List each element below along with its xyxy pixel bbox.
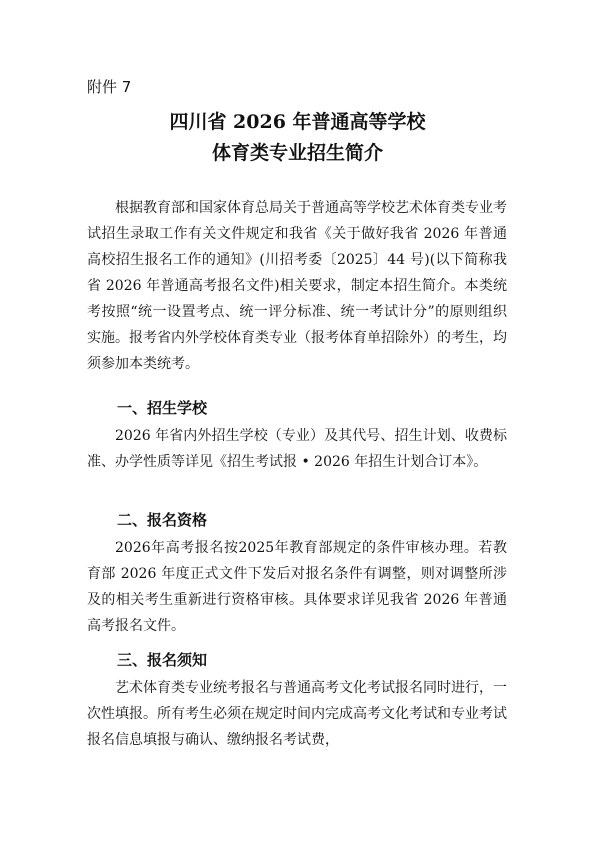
section-heading-schools: 一、招生学校	[117, 399, 208, 417]
section-paragraph-schools: 2026 年省内外招生学校（专业）及其代号、招生计划、收费标准、办学性质等详见《招生考试报 • 2026 年招生计划合订本》。	[87, 428, 507, 470]
intro-paragraph: 根据教育部和国家体育总局关于普通高等学校艺术体育类专业考试招生录取工作有关文件规定和我省《关于做好我省 2026 年普通高校招生报名工作的通知》(川招考委〔2025〕44 号)(以下简称我省 2026 年普通高考报名文件)相关要求，制定本招生简介。本类统考按照“统一设置考点、统一评分标准、统一考试计分”的原则组织实施。报考省内外学校体育类专业（报考体育单招除外）的考生，均须参加本类统考。	[87, 200, 507, 372]
section-paragraph-registration: 艺术体育类专业统考报名与普通高考文化考试报名同时进行，一次性填报。所有考生必须在规定时间内完成高考文化考试和专业考试报名信息填报与确认、缴纳报名考试费，	[87, 680, 507, 748]
attachment-label: 附件 7	[87, 78, 132, 96]
section-heading-eligibility: 二、报名资格	[117, 511, 208, 529]
document-title-line-1: 四川省 2026 年普通高等学校	[169, 111, 426, 133]
section-paragraph-eligibility: 2026年高考报名按2025年教育部规定的条件审核办理。若教育部 2026 年度正式文件下发后对报名条件有调整，则对调整所涉及的相关考生重新进行资格审核。具体要求详见我省 2026 年普通高考报名文件。	[87, 540, 507, 634]
section-body-eligibility	[87, 535, 507, 639]
section-body-registration	[87, 675, 507, 753]
section-body-schools	[87, 423, 507, 475]
document-title-line-2: 体育类专业招生简介	[211, 142, 383, 164]
section-heading-registration: 三、报名须知	[117, 651, 208, 669]
intro-paragraph-block	[87, 195, 507, 377]
